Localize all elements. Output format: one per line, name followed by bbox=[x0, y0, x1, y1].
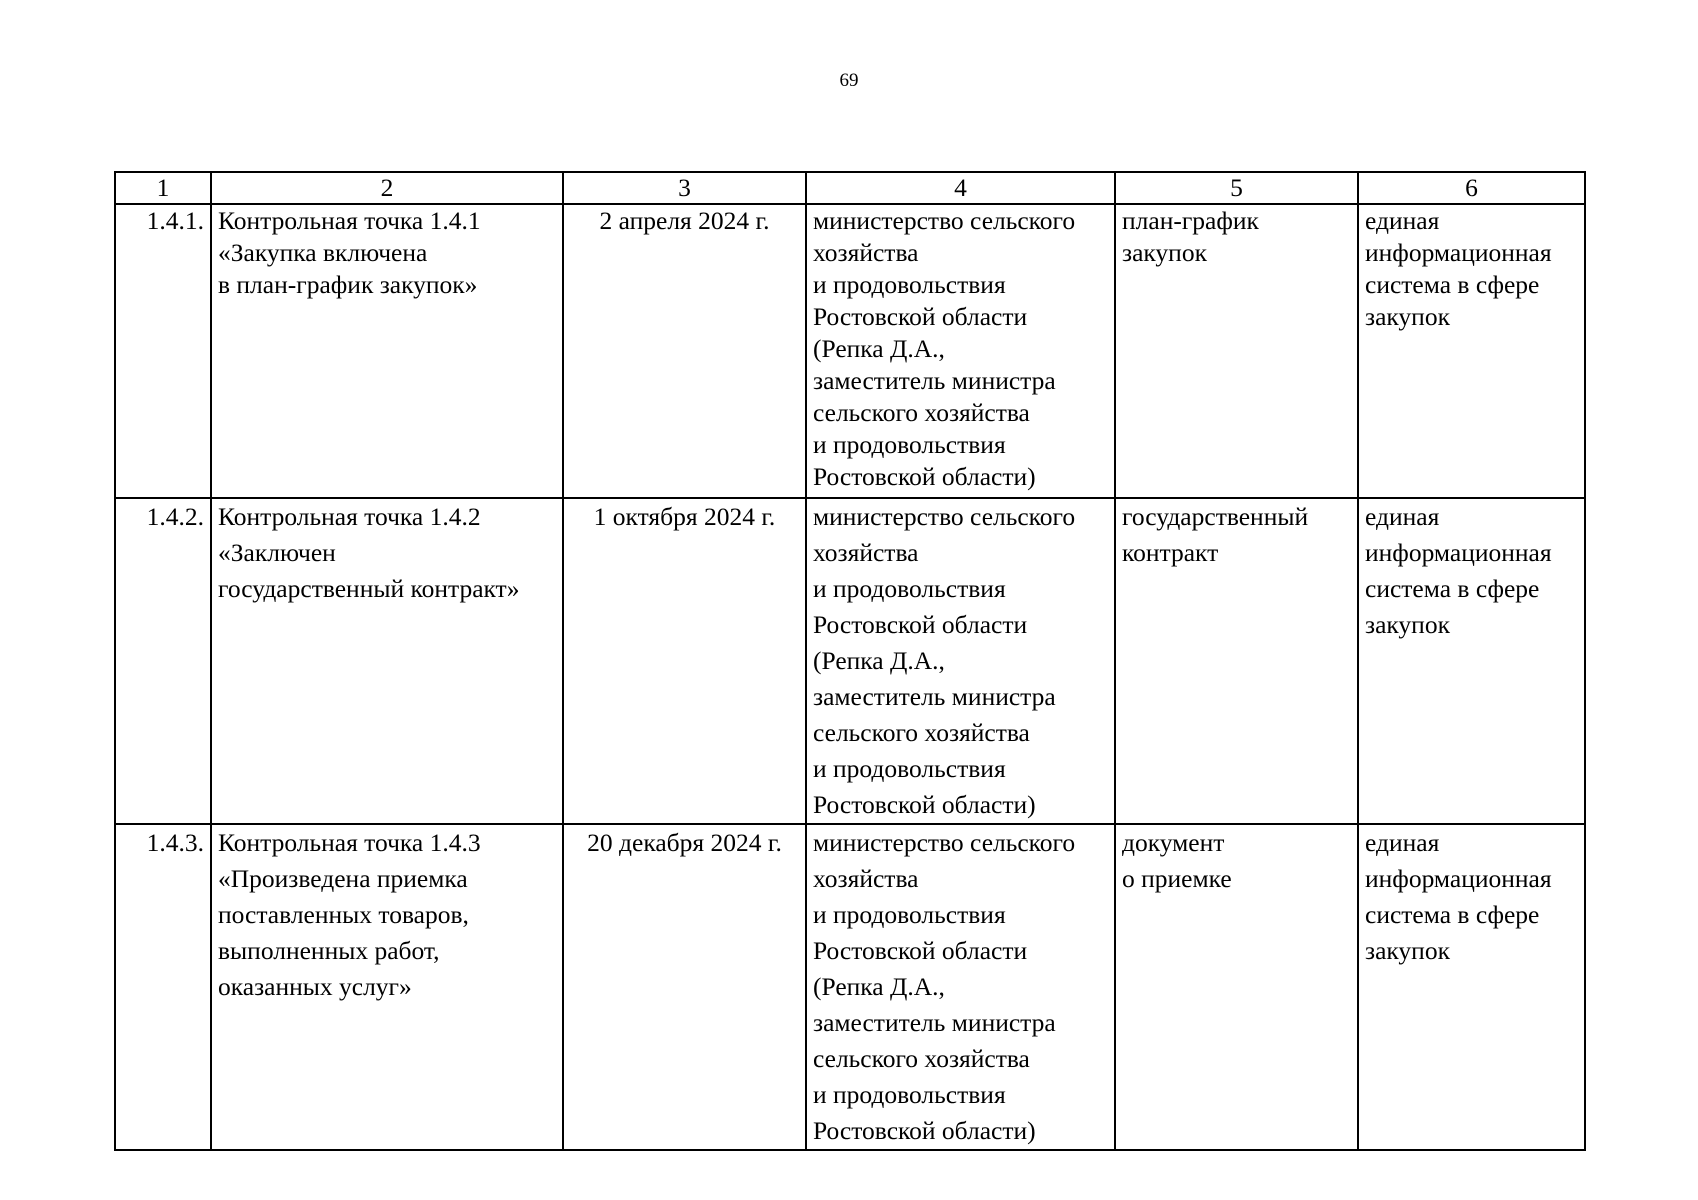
cell-line: единая bbox=[1365, 206, 1440, 235]
cell-line: и продовольствия bbox=[813, 754, 1006, 783]
date-cell: 2 апреля 2024 г. bbox=[563, 204, 806, 498]
document-type-cell bbox=[1115, 204, 1358, 498]
table-row bbox=[115, 204, 1585, 498]
cell-line: хозяйства bbox=[813, 238, 919, 267]
date-cell: 20 декабря 2024 г. bbox=[563, 824, 806, 1150]
document-type-cell bbox=[1115, 824, 1358, 1150]
column-header: 3 bbox=[563, 172, 806, 204]
cell-line: заместитель министра bbox=[813, 366, 1056, 395]
cell-line: хозяйства bbox=[813, 864, 919, 893]
cell-line: и продовольствия bbox=[813, 1080, 1006, 1109]
cell-line: государственный контракт» bbox=[218, 574, 520, 603]
cell-line: «Заключен bbox=[218, 538, 336, 567]
column-header: 1 bbox=[115, 172, 211, 204]
cell-line: о приемке bbox=[1122, 864, 1232, 893]
cell-line: закупок bbox=[1365, 610, 1450, 639]
control-point-name-cell bbox=[211, 204, 563, 498]
cell-line: документ bbox=[1122, 828, 1225, 857]
cell-line: закупок bbox=[1365, 302, 1450, 331]
responsible-cell bbox=[806, 498, 1115, 824]
cell-line: хозяйства bbox=[813, 538, 919, 567]
cell-line: информационная bbox=[1365, 538, 1552, 567]
cell-line: (Репка Д.А., bbox=[813, 972, 945, 1001]
cell-line: план-график bbox=[1122, 206, 1259, 235]
cell-line: единая bbox=[1365, 828, 1440, 857]
row-number-cell: 1.4.3. bbox=[115, 824, 211, 1150]
cell-line: заместитель министра bbox=[813, 1008, 1056, 1037]
cell-line: выполненных работ, bbox=[218, 936, 440, 965]
table-header-row bbox=[115, 172, 1585, 204]
column-header: 4 bbox=[806, 172, 1115, 204]
cell-line: и продовольствия bbox=[813, 900, 1006, 929]
cell-line: информационная bbox=[1365, 238, 1552, 267]
cell-line: Ростовской области) bbox=[813, 790, 1036, 819]
cell-line: информационная bbox=[1365, 864, 1552, 893]
responsible-cell bbox=[806, 824, 1115, 1150]
table-row bbox=[115, 498, 1585, 824]
information-system-cell bbox=[1358, 498, 1585, 824]
cell-line: Ростовской области) bbox=[813, 462, 1036, 491]
cell-line: и продовольствия bbox=[813, 270, 1006, 299]
cell-line: единая bbox=[1365, 502, 1440, 531]
cell-line: заместитель министра bbox=[813, 682, 1056, 711]
document-type-cell bbox=[1115, 498, 1358, 824]
cell-line: Контрольная точка 1.4.2 bbox=[218, 502, 481, 531]
cell-line: система в сфере bbox=[1365, 900, 1540, 929]
cell-line: и продовольствия bbox=[813, 430, 1006, 459]
column-header: 6 bbox=[1358, 172, 1585, 204]
control-point-name-cell bbox=[211, 498, 563, 824]
date-cell: 1 октября 2024 г. bbox=[563, 498, 806, 824]
information-system-cell bbox=[1358, 824, 1585, 1150]
cell-line: система в сфере bbox=[1365, 270, 1540, 299]
cell-line: (Репка Д.А., bbox=[813, 646, 945, 675]
row-number-cell: 1.4.2. bbox=[115, 498, 211, 824]
information-system-cell bbox=[1358, 204, 1585, 498]
cell-line: «Произведена приемка bbox=[218, 864, 468, 893]
cell-line: «Закупка включена bbox=[218, 238, 428, 267]
cell-line: сельского хозяйства bbox=[813, 398, 1030, 427]
cell-line: министерство сельского bbox=[813, 828, 1076, 857]
cell-line: сельского хозяйства bbox=[813, 1044, 1030, 1073]
cell-line: закупок bbox=[1365, 936, 1450, 965]
cell-line: и продовольствия bbox=[813, 574, 1006, 603]
column-header: 2 bbox=[211, 172, 563, 204]
cell-line: Контрольная точка 1.4.3 bbox=[218, 828, 481, 857]
cell-line: поставленных товаров, bbox=[218, 900, 469, 929]
cell-line: министерство сельского bbox=[813, 502, 1076, 531]
cell-line: в план-график закупок» bbox=[218, 270, 478, 299]
cell-line: оказанных услуг» bbox=[218, 972, 412, 1001]
cell-line: Контрольная точка 1.4.1 bbox=[218, 206, 481, 235]
cell-line: сельского хозяйства bbox=[813, 718, 1030, 747]
table-row bbox=[115, 824, 1585, 1150]
cell-line: Ростовской области) bbox=[813, 1116, 1036, 1145]
responsible-cell bbox=[806, 204, 1115, 498]
control-points-table bbox=[114, 171, 1586, 1151]
cell-line: Ростовской области bbox=[813, 936, 1028, 965]
cell-line: Ростовской области bbox=[813, 610, 1028, 639]
cell-line: система в сфере bbox=[1365, 574, 1540, 603]
cell-line: министерство сельского bbox=[813, 206, 1076, 235]
cell-line: (Репка Д.А., bbox=[813, 334, 945, 363]
control-point-name-cell bbox=[211, 824, 563, 1150]
row-number-cell: 1.4.1. bbox=[115, 204, 211, 498]
cell-line: Ростовской области bbox=[813, 302, 1028, 331]
cell-line: закупок bbox=[1122, 238, 1207, 267]
page-number: 69 bbox=[839, 70, 859, 91]
column-header: 5 bbox=[1115, 172, 1358, 204]
cell-line: государственный bbox=[1122, 502, 1309, 531]
cell-line: контракт bbox=[1122, 538, 1219, 567]
